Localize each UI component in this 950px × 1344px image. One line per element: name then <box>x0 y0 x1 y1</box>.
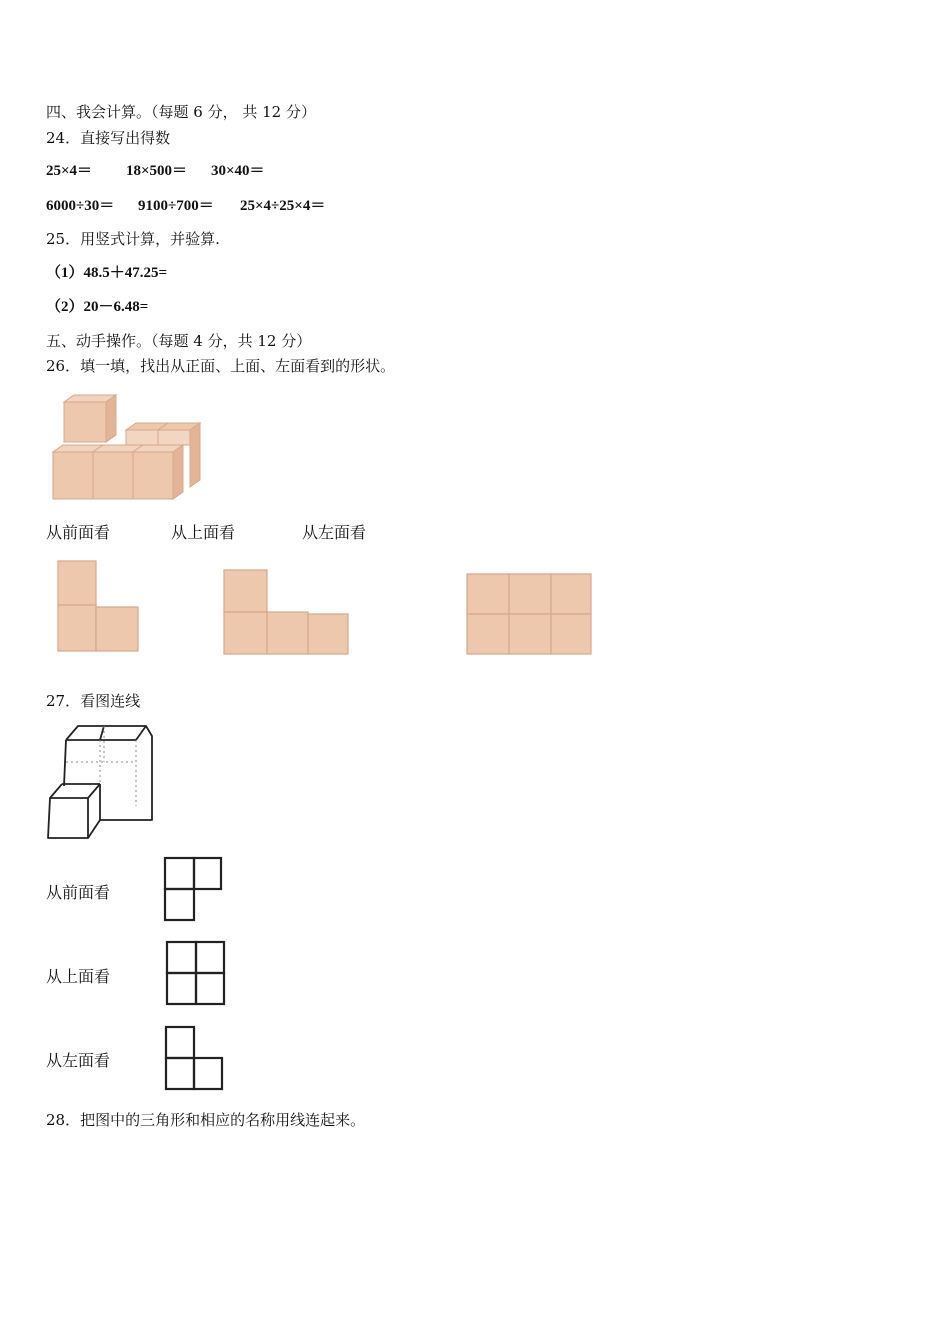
question-25-title: 25．用竖式计算，并验算. <box>46 230 220 248</box>
view-label-left: 从左面看 <box>302 523 367 542</box>
calc-item: 25×4÷25×4＝ <box>240 198 326 214</box>
view-shape-c <box>465 572 595 658</box>
calc-item: 6000÷30＝ <box>46 198 115 214</box>
calc-item: 18×500＝ <box>126 163 188 179</box>
section-5-heading: 五、动手操作。（每题 4 分，共 12 分） <box>46 332 312 350</box>
question-24-title: 24．直接写出得数 <box>46 129 171 147</box>
cube-stack-figure <box>50 390 210 505</box>
question-28-title: 28．把图中的三角形和相应的名称用线连起来。 <box>46 1111 366 1129</box>
match-label-top: 从上面看 <box>46 967 111 986</box>
view-label-top: 从上面看 <box>171 523 236 542</box>
calc-item: 25×4＝ <box>46 163 93 179</box>
match-shape-3 <box>163 1024 227 1092</box>
match-shape-2 <box>164 939 228 1007</box>
calc-item: 9100÷700＝ <box>138 198 214 214</box>
view-shape-b <box>222 568 352 658</box>
match-label-front: 从前面看 <box>46 883 111 902</box>
view-label-front: 从前面看 <box>46 523 111 542</box>
vertical-calc-item-2: （2）20－6.48= <box>46 299 149 315</box>
vertical-calc-item-1: （1）48.5＋47.25= <box>46 265 168 281</box>
question-27-title: 27．看图连线 <box>46 692 141 710</box>
question-26-title: 26．填一填，找出从正面、上面、左面看到的形状。 <box>46 357 396 375</box>
match-shape-1 <box>163 855 227 923</box>
match-label-left: 从左面看 <box>46 1051 111 1070</box>
calc-item: 30×40＝ <box>211 163 265 179</box>
outline-cube-figure <box>44 722 159 842</box>
section-4-heading: 四、我会计算。（每题 6 分， 共 12 分） <box>46 103 316 121</box>
view-shape-a <box>56 559 146 655</box>
